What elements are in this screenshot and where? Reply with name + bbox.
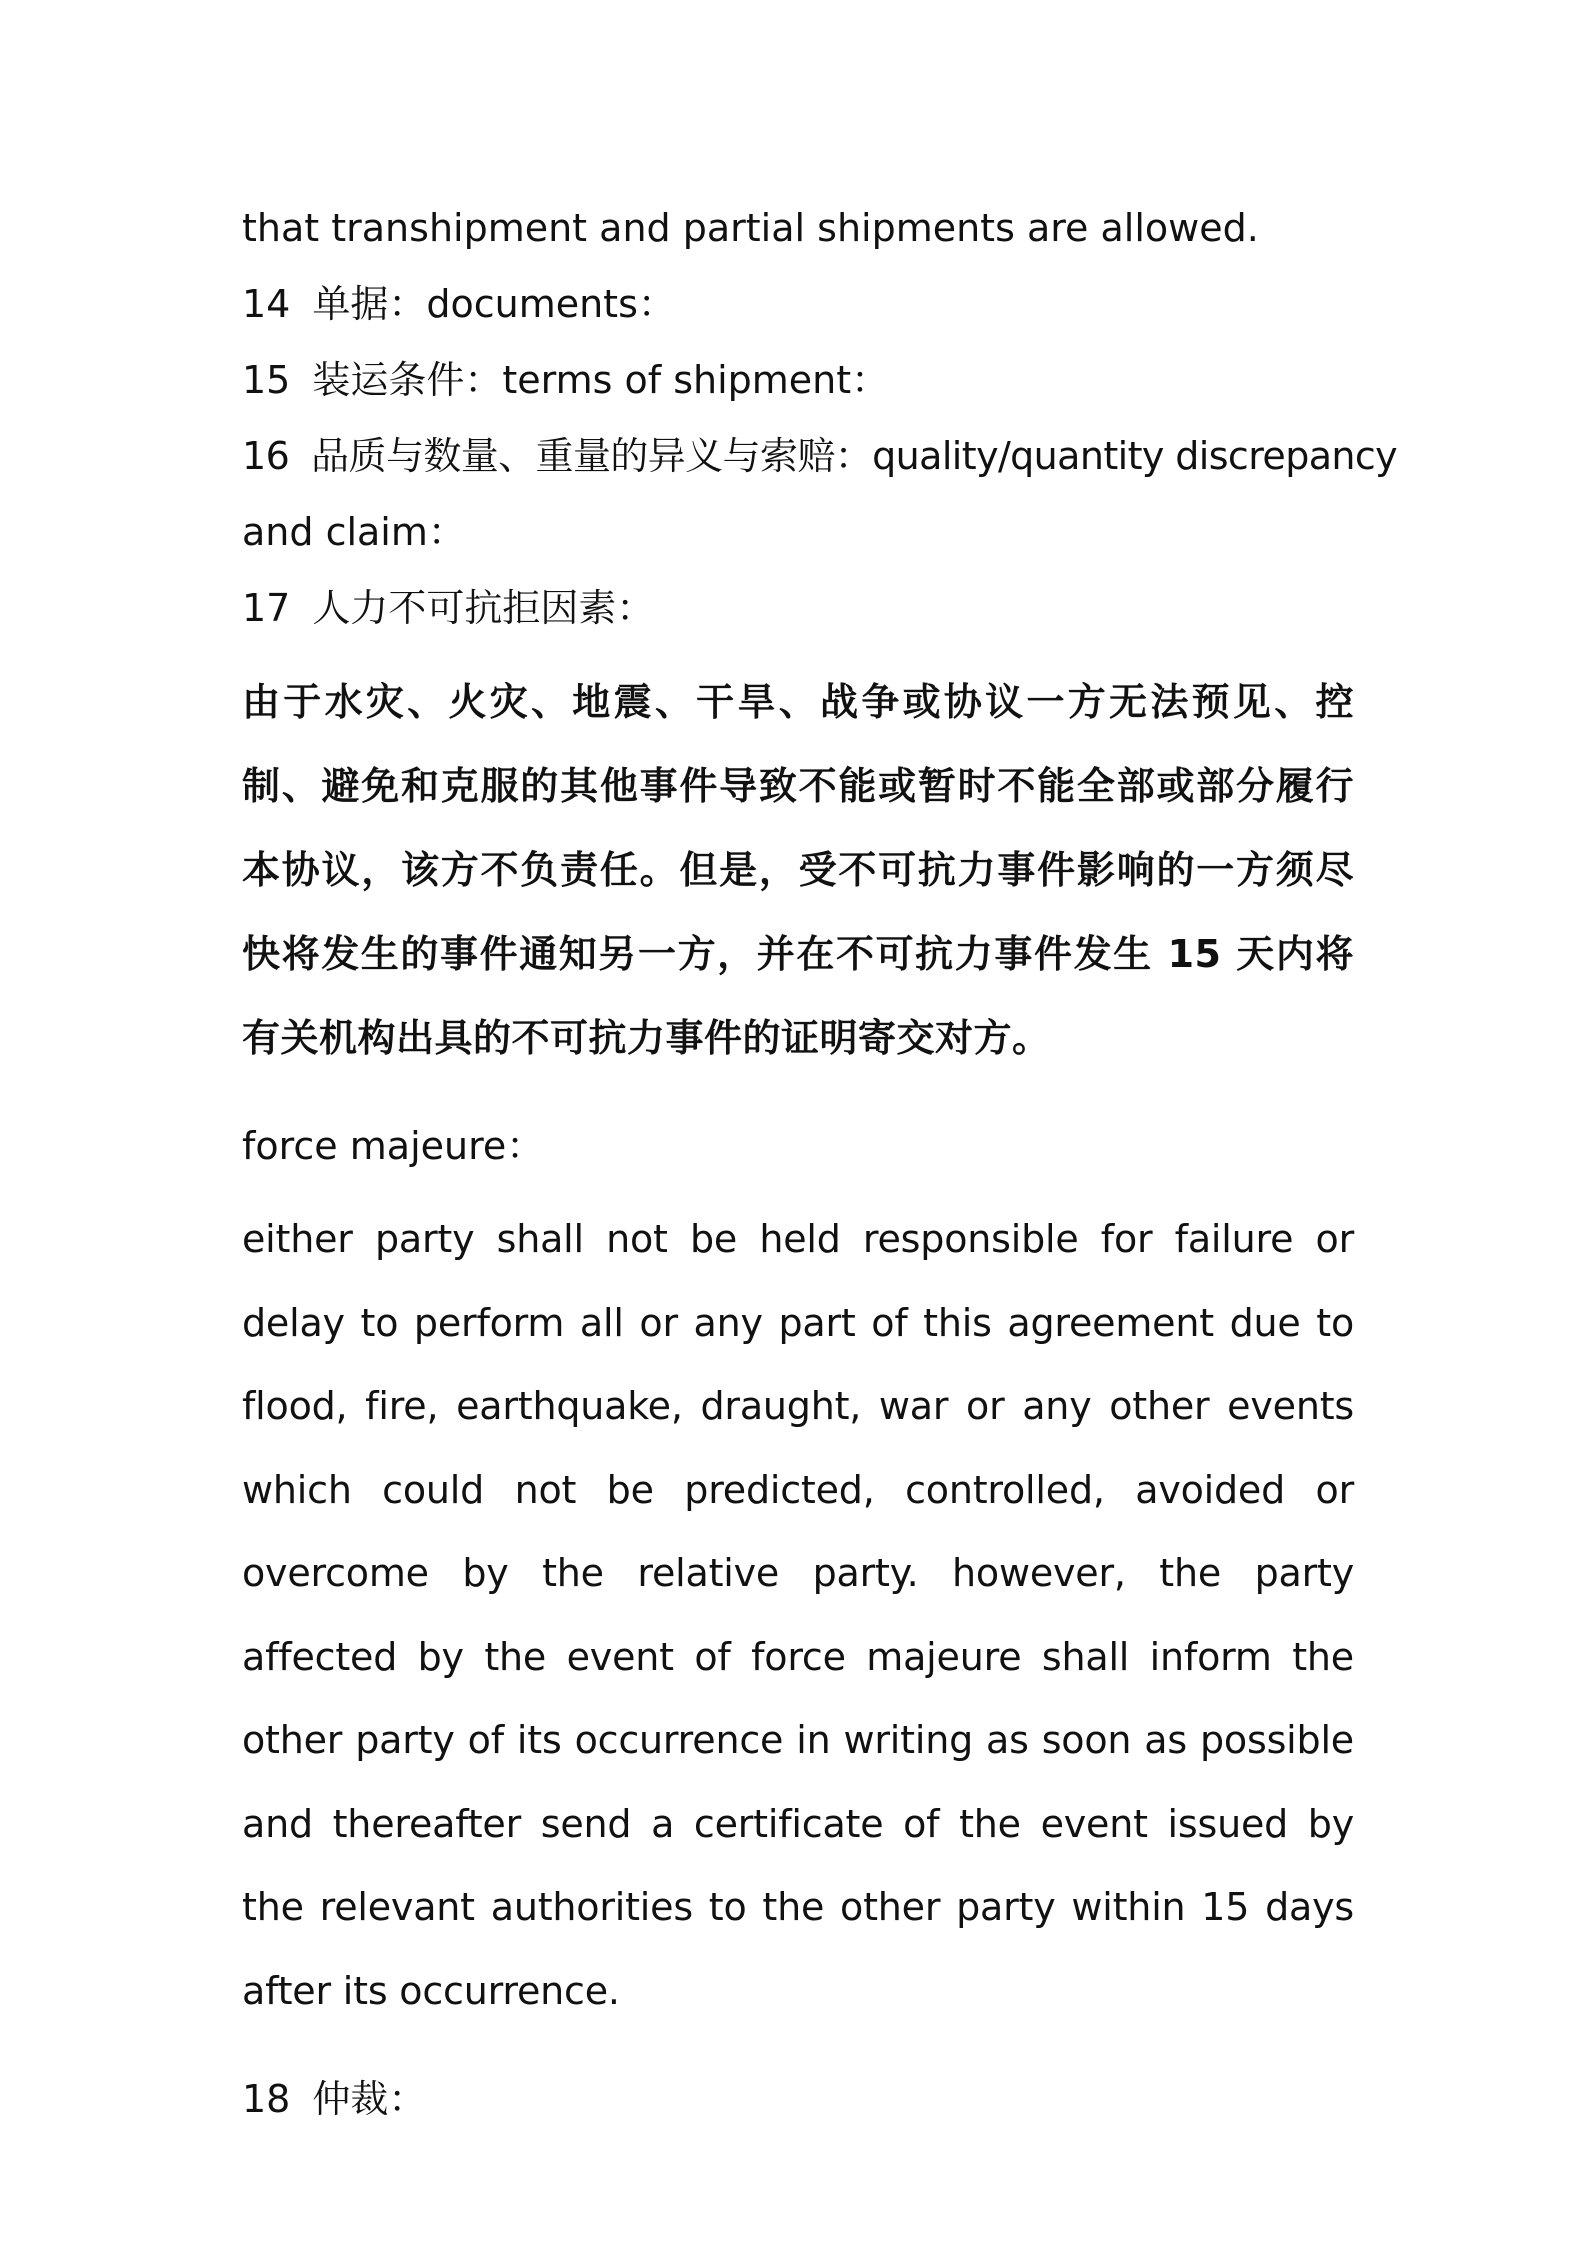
item-16-text: 品质与数量、重量的异义与索赔：quality/quantity discrepancy bbox=[311, 434, 1398, 478]
item-16-continuation: and claim： bbox=[242, 510, 466, 554]
force-majeure-label: force majeure： bbox=[242, 1124, 545, 1168]
item-17-number: 17 bbox=[242, 586, 291, 630]
item-15-text: 装运条件：terms of shipment： bbox=[312, 358, 890, 402]
chinese-force-majeure-paragraph: 由于水灾、火灾、地震、干旱、战争或协议一方无法预见、控制、避免和克服的其他事件导致不能或暂时不能全部或部分履行本协议，该方不负责任。但是，受不可抗力事件影响的一方须尽快将发生的事件通知另一方，并在不可抗力事件发生 15 天内将有关机构出具的不可抗力事件的证明寄交对方。 bbox=[242, 680, 1354, 1060]
item-15 bbox=[242, 352, 1354, 408]
english-force-majeure-paragraph: either party shall not be held responsible for failure or delay to perform all or any part of this agreement due to flood, fire, earthquake, draught, war or any other events which could not be predicted, controlled, avoided or overcome by the relative party. however, the party affected by the event of force majeure shall inform the other party of its occurrence in writing as soon as possible and thereafter send a certificate of the event issued by the relevant authorities to the other party within 15 days after its occurrence. bbox=[242, 1217, 1354, 2013]
item-17-text: 人力不可抗拒因素： bbox=[312, 586, 655, 630]
document-page bbox=[242, 200, 1398, 2127]
item-15-number: 15 bbox=[242, 358, 291, 402]
item-18 bbox=[242, 2071, 1354, 2127]
item-18-text: 仲裁： bbox=[312, 2077, 427, 2121]
item-16 bbox=[242, 428, 1398, 484]
item-16-number: 16 bbox=[242, 434, 290, 478]
item-14-number: 14 bbox=[242, 282, 291, 326]
item-17 bbox=[242, 580, 1354, 636]
item-14 bbox=[242, 276, 1354, 332]
item-14-text: 单据：documents： bbox=[312, 282, 676, 326]
intro-line: that transhipment and partial shipments are allowed. bbox=[242, 206, 1259, 250]
item-18-number: 18 bbox=[242, 2077, 291, 2121]
